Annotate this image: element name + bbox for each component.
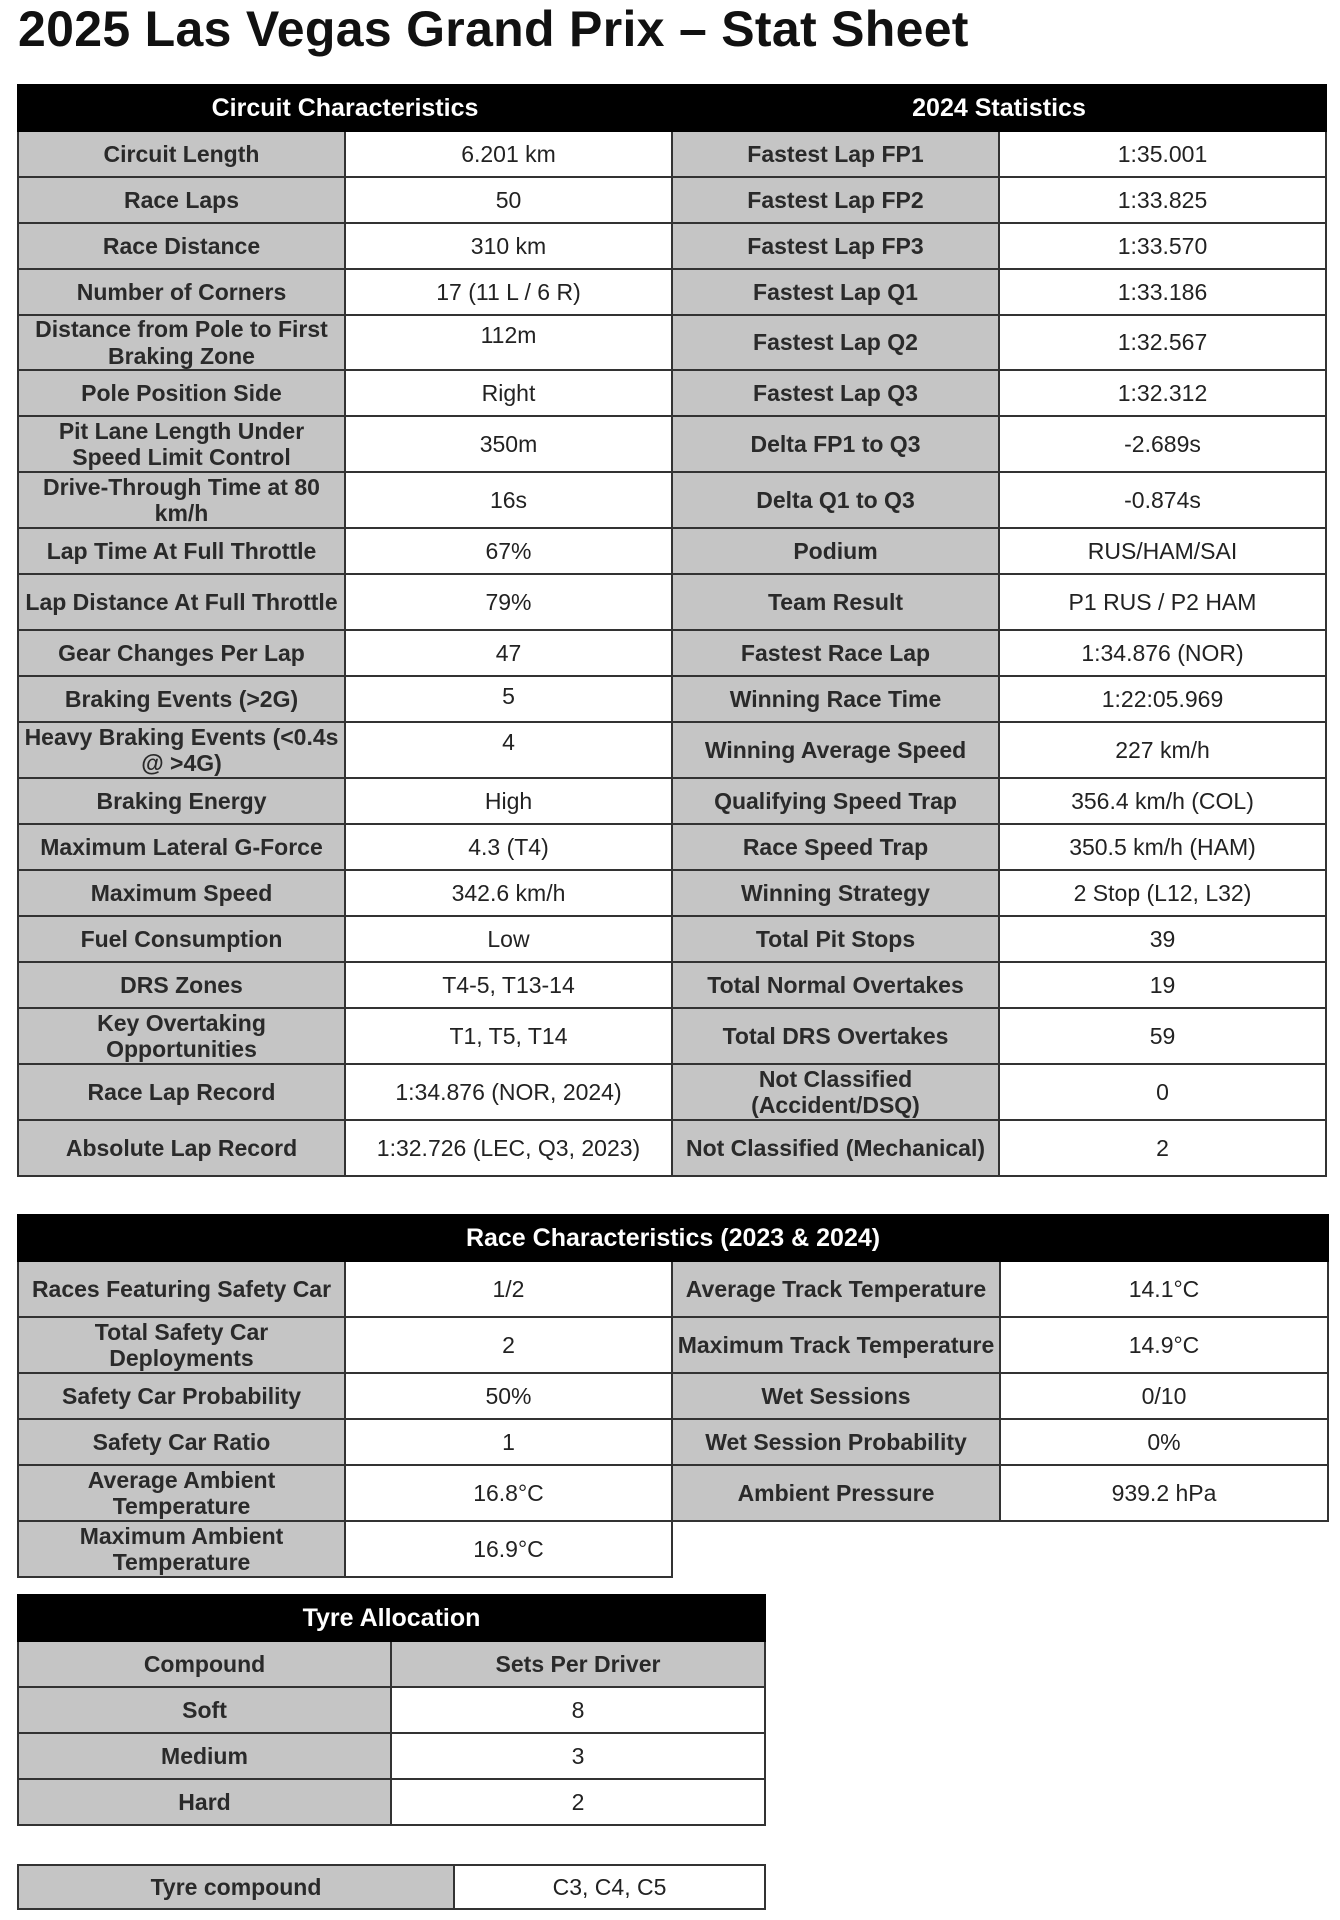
circuit-stat-value: 79% bbox=[345, 574, 672, 630]
race-stat-value: -2.689s bbox=[999, 416, 1326, 472]
circuit-stat-label: Lap Time At Full Throttle bbox=[18, 528, 345, 574]
race-characteristic-label: Maximum Ambient Temperature bbox=[18, 1521, 345, 1577]
race-stat-label: Total Pit Stops bbox=[672, 916, 999, 962]
circuit-stat-label: Circuit Length bbox=[18, 131, 345, 177]
race-stat-label: Podium bbox=[672, 528, 999, 574]
tyre-compound-name: Hard bbox=[18, 1779, 391, 1825]
circuit-stat-value: 310 km bbox=[345, 223, 672, 269]
circuit-stat-value: 350m bbox=[345, 416, 672, 472]
table-row bbox=[18, 472, 1326, 528]
race-characteristic-label: Total Safety Car Deployments bbox=[18, 1317, 345, 1373]
compound-column-header: Compound bbox=[18, 1641, 391, 1687]
weather-stat-label: Wet Sessions bbox=[672, 1373, 1000, 1419]
circuit-stat-value: T1, T5, T14 bbox=[345, 1008, 672, 1064]
tyre-compound-table bbox=[17, 1864, 766, 1910]
race-characteristic-value: 1 bbox=[345, 1419, 672, 1465]
circuit-stat-label: Drive-Through Time at 80 km/h bbox=[18, 472, 345, 528]
tyre-compound-name: Soft bbox=[18, 1687, 391, 1733]
table-row bbox=[18, 1064, 1326, 1120]
table-row bbox=[18, 962, 1326, 1008]
race-characteristic-label: Average Ambient Temperature bbox=[18, 1465, 345, 1521]
circuit-stat-label: Braking Energy bbox=[18, 778, 345, 824]
race-characteristic-value: 16.9°C bbox=[345, 1521, 672, 1577]
table-row bbox=[18, 916, 1326, 962]
tyre-allocation-table bbox=[17, 1594, 766, 1826]
race-stat-value: 1:34.876 (NOR) bbox=[999, 630, 1326, 676]
race-stat-label: Delta Q1 to Q3 bbox=[672, 472, 999, 528]
circuit-stat-value: T4-5, T13-14 bbox=[345, 962, 672, 1008]
race-characteristic-value: 2 bbox=[345, 1317, 672, 1373]
tyre-compound-name: Medium bbox=[18, 1733, 391, 1779]
circuit-stat-value: 4.3 (T4) bbox=[345, 824, 672, 870]
circuit-stat-value: 6.201 km bbox=[345, 131, 672, 177]
table-row bbox=[18, 370, 1326, 416]
race-stat-value: 1:33.186 bbox=[999, 269, 1326, 315]
race-stat-value: 1:33.570 bbox=[999, 223, 1326, 269]
tyre-allocation-header: Tyre Allocation bbox=[18, 1595, 765, 1641]
race-stat-value: 356.4 km/h (COL) bbox=[999, 778, 1326, 824]
table-row bbox=[18, 1733, 765, 1779]
weather-stat-value: 0% bbox=[1000, 1419, 1328, 1465]
circuit-stat-label: Gear Changes Per Lap bbox=[18, 630, 345, 676]
statistics-2024-header: 2024 Statistics bbox=[672, 85, 1326, 131]
race-stat-label: Total DRS Overtakes bbox=[672, 1008, 999, 1064]
race-stat-label: Winning Average Speed bbox=[672, 722, 999, 778]
table-row bbox=[18, 1779, 765, 1825]
race-stat-label: Qualifying Speed Trap bbox=[672, 778, 999, 824]
table-row bbox=[18, 574, 1326, 630]
race-characteristic-value: 16.8°C bbox=[345, 1465, 672, 1521]
race-stat-label: Race Speed Trap bbox=[672, 824, 999, 870]
race-stat-label: Winning Race Time bbox=[672, 676, 999, 722]
circuit-stat-label: Distance from Pole to First Braking Zone bbox=[18, 315, 345, 370]
race-stat-value: 2 bbox=[999, 1120, 1326, 1176]
table-row bbox=[18, 131, 1326, 177]
race-stat-label: Fastest Lap FP1 bbox=[672, 131, 999, 177]
race-stat-value: 1:33.825 bbox=[999, 177, 1326, 223]
race-stat-value: 227 km/h bbox=[999, 722, 1326, 778]
circuit-stat-value: Right bbox=[345, 370, 672, 416]
weather-stat-value: 14.1°C bbox=[1000, 1261, 1328, 1317]
circuit-stat-label: Race Lap Record bbox=[18, 1064, 345, 1120]
weather-stat-label: Maximum Track Temperature bbox=[672, 1317, 1000, 1373]
circuit-stat-label: Heavy Braking Events (<0.4s @ >4G) bbox=[18, 722, 345, 778]
table-row bbox=[18, 1419, 1328, 1465]
circuit-stat-label: Lap Distance At Full Throttle bbox=[18, 574, 345, 630]
table-row bbox=[18, 824, 1326, 870]
race-stat-value: -0.874s bbox=[999, 472, 1326, 528]
table-row bbox=[18, 1008, 1326, 1064]
weather-stat-value: 939.2 hPa bbox=[1000, 1465, 1328, 1521]
race-stat-value: 350.5 km/h (HAM) bbox=[999, 824, 1326, 870]
tyre-compound-value: C3, C4, C5 bbox=[454, 1865, 765, 1909]
table-row bbox=[18, 1120, 1326, 1176]
circuit-stat-label: Pole Position Side bbox=[18, 370, 345, 416]
circuit-stat-label: Maximum Lateral G-Force bbox=[18, 824, 345, 870]
circuit-stat-value: 5 bbox=[345, 676, 672, 722]
circuit-stat-value: 342.6 km/h bbox=[345, 870, 672, 916]
tyre-sets-value: 3 bbox=[391, 1733, 765, 1779]
weather-stat-label: Average Track Temperature bbox=[672, 1261, 1000, 1317]
weather-stat-value: 14.9°C bbox=[1000, 1317, 1328, 1373]
race-stat-value: 59 bbox=[999, 1008, 1326, 1064]
race-characteristic-label: Races Featuring Safety Car bbox=[18, 1261, 345, 1317]
race-stat-value: 19 bbox=[999, 962, 1326, 1008]
weather-stat-value: 0/10 bbox=[1000, 1373, 1328, 1419]
circuit-stat-value: Low bbox=[345, 916, 672, 962]
circuit-stat-label: Number of Corners bbox=[18, 269, 345, 315]
table-row bbox=[18, 1465, 1328, 1521]
page-title: 2025 Las Vegas Grand Prix – Stat Sheet bbox=[18, 1, 969, 57]
circuit-stat-value: 16s bbox=[345, 472, 672, 528]
circuit-stat-value: 67% bbox=[345, 528, 672, 574]
race-characteristics-header: Race Characteristics (2023 & 2024) bbox=[18, 1215, 1328, 1261]
table-row bbox=[18, 1261, 1328, 1317]
tyre-sets-value: 8 bbox=[391, 1687, 765, 1733]
circuit-stat-label: Pit Lane Length Under Speed Limit Control bbox=[18, 416, 345, 472]
race-stat-label: Fastest Lap FP2 bbox=[672, 177, 999, 223]
table-row bbox=[18, 315, 1326, 370]
circuit-stat-value: 4 bbox=[345, 722, 672, 778]
race-stat-label: Fastest Lap FP3 bbox=[672, 223, 999, 269]
empty-cell bbox=[672, 1521, 1328, 1577]
race-stat-label: Total Normal Overtakes bbox=[672, 962, 999, 1008]
race-stat-value: 0 bbox=[999, 1064, 1326, 1120]
race-stat-label: Winning Strategy bbox=[672, 870, 999, 916]
race-stat-label: Team Result bbox=[672, 574, 999, 630]
race-stat-value: 1:22:05.969 bbox=[999, 676, 1326, 722]
circuit-stat-value: 1:32.726 (LEC, Q3, 2023) bbox=[345, 1120, 672, 1176]
race-characteristic-label: Safety Car Ratio bbox=[18, 1419, 345, 1465]
race-stat-label: Fastest Lap Q1 bbox=[672, 269, 999, 315]
table-row bbox=[18, 1317, 1328, 1373]
circuit-stat-label: Race Distance bbox=[18, 223, 345, 269]
circuit-stat-value: 47 bbox=[345, 630, 672, 676]
circuit-stat-value: 1:34.876 (NOR, 2024) bbox=[345, 1064, 672, 1120]
circuit-stat-label: Key Overtaking Opportunities bbox=[18, 1008, 345, 1064]
table-row bbox=[18, 630, 1326, 676]
circuit-stat-label: Absolute Lap Record bbox=[18, 1120, 345, 1176]
circuit-stat-value: 112m bbox=[345, 315, 672, 370]
weather-stat-label: Ambient Pressure bbox=[672, 1465, 1000, 1521]
circuit-and-statistics-table bbox=[17, 84, 1327, 1177]
table-row bbox=[18, 676, 1326, 722]
table-row bbox=[18, 223, 1326, 269]
table-row bbox=[18, 1521, 1328, 1577]
race-stat-value: 2 Stop (L12, L32) bbox=[999, 870, 1326, 916]
tyre-sets-value: 2 bbox=[391, 1779, 765, 1825]
table-row bbox=[18, 870, 1326, 916]
table-row bbox=[18, 269, 1326, 315]
table-row bbox=[18, 177, 1326, 223]
race-stat-label: Not Classified (Accident/DSQ) bbox=[672, 1064, 999, 1120]
race-stat-label: Fastest Lap Q2 bbox=[672, 315, 999, 370]
circuit-characteristics-header: Circuit Characteristics bbox=[18, 85, 672, 131]
race-stat-value: RUS/HAM/SAI bbox=[999, 528, 1326, 574]
race-stat-value: 39 bbox=[999, 916, 1326, 962]
circuit-stat-value: High bbox=[345, 778, 672, 824]
circuit-stat-value: 17 (11 L / 6 R) bbox=[345, 269, 672, 315]
race-characteristic-label: Safety Car Probability bbox=[18, 1373, 345, 1419]
circuit-stat-label: Braking Events (>2G) bbox=[18, 676, 345, 722]
race-characteristic-value: 50% bbox=[345, 1373, 672, 1419]
race-stat-label: Not Classified (Mechanical) bbox=[672, 1120, 999, 1176]
tyre-compound-label: Tyre compound bbox=[18, 1865, 454, 1909]
circuit-stat-label: DRS Zones bbox=[18, 962, 345, 1008]
table-row bbox=[18, 1373, 1328, 1419]
race-characteristics-table bbox=[17, 1214, 1329, 1578]
race-stat-value: 1:32.567 bbox=[999, 315, 1326, 370]
circuit-stat-label: Fuel Consumption bbox=[18, 916, 345, 962]
race-characteristic-value: 1/2 bbox=[345, 1261, 672, 1317]
race-stat-value: 1:35.001 bbox=[999, 131, 1326, 177]
table-row bbox=[18, 528, 1326, 574]
table-row bbox=[18, 778, 1326, 824]
race-stat-value: 1:32.312 bbox=[999, 370, 1326, 416]
circuit-stat-value: 50 bbox=[345, 177, 672, 223]
table-row bbox=[18, 416, 1326, 472]
sets-per-driver-column-header: Sets Per Driver bbox=[391, 1641, 765, 1687]
weather-stat-label: Wet Session Probability bbox=[672, 1419, 1000, 1465]
race-stat-label: Fastest Race Lap bbox=[672, 630, 999, 676]
race-stat-label: Delta FP1 to Q3 bbox=[672, 416, 999, 472]
race-stat-value: P1 RUS / P2 HAM bbox=[999, 574, 1326, 630]
circuit-stat-label: Race Laps bbox=[18, 177, 345, 223]
circuit-stat-label: Maximum Speed bbox=[18, 870, 345, 916]
table-row bbox=[18, 722, 1326, 778]
table-row bbox=[18, 1687, 765, 1733]
race-stat-label: Fastest Lap Q3 bbox=[672, 370, 999, 416]
